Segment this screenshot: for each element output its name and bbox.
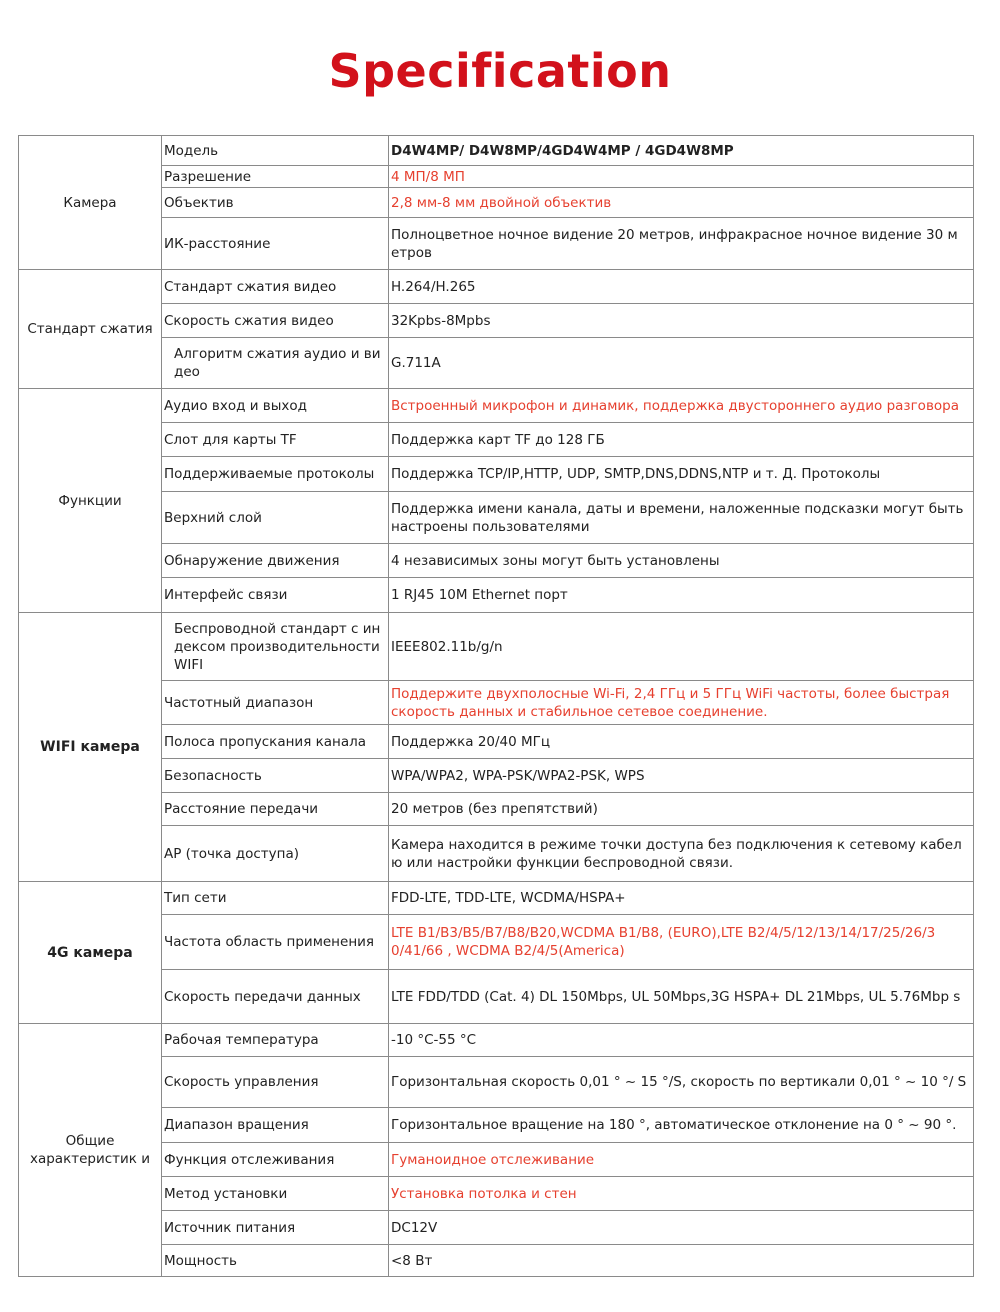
spec-value: -10 °C-55 °C bbox=[389, 1024, 974, 1057]
spec-value: 32Kpbs-8Mpbs bbox=[389, 304, 974, 338]
spec-row bbox=[19, 1245, 974, 1277]
spec-row bbox=[19, 218, 974, 270]
spec-value: 20 метров (без препятствий) bbox=[389, 793, 974, 826]
specification-table bbox=[18, 135, 974, 1277]
spec-value: Поддержка карт TF до 128 ГБ bbox=[389, 423, 974, 457]
spec-row bbox=[19, 1211, 974, 1245]
spec-value: 4 МП/8 МП bbox=[389, 166, 974, 188]
spec-parameter: Разрешение bbox=[162, 166, 389, 188]
spec-parameter: Тип сети bbox=[162, 882, 389, 915]
page-title: Specification bbox=[328, 44, 672, 98]
spec-row bbox=[19, 1143, 974, 1177]
spec-parameter: Обнаружение движения bbox=[162, 544, 389, 578]
spec-row bbox=[19, 613, 974, 681]
spec-value: Гуманоидное отслеживание bbox=[389, 1143, 974, 1177]
spec-value: Камера находится в режиме точки доступа без подключения к сетевому кабел ю или настройки функции беспроводной связи. bbox=[389, 826, 974, 882]
spec-value: LTE B1/B3/B5/B7/B8/B20,WCDMA B1/B8, (EURO),LTE B2/4/5/12/13/14/17/25/26/3 0/41/66 , WCDMA B2/4/5(America) bbox=[389, 915, 974, 970]
spec-parameter: Рабочая температура bbox=[162, 1024, 389, 1057]
spec-value: FDD-LTE, TDD-LTE, WCDMA/HSPA+ bbox=[389, 882, 974, 915]
spec-value: LTE FDD/TDD (Cat. 4) DL 150Mbps, UL 50Mbps,3G HSPA+ DL 21Mbps, UL 5.76Mbp s bbox=[389, 970, 974, 1024]
spec-parameter: Функция отслеживания bbox=[162, 1143, 389, 1177]
spec-value: Встроенный микрофон и динамик, поддержка двустороннего аудио разговора bbox=[389, 389, 974, 423]
spec-row bbox=[19, 136, 974, 166]
spec-parameter: ИК-расстояние bbox=[162, 218, 389, 270]
spec-row bbox=[19, 166, 974, 188]
spec-row bbox=[19, 725, 974, 759]
spec-parameter: Объектив bbox=[162, 188, 389, 218]
spec-value: 1 RJ45 10M Ethernet порт bbox=[389, 578, 974, 613]
spec-parameter: Частота область применения bbox=[162, 915, 389, 970]
spec-parameter: Диапазон вращения bbox=[162, 1108, 389, 1143]
spec-row bbox=[19, 389, 974, 423]
spec-parameter: Верхний слой bbox=[162, 492, 389, 544]
spec-parameter: Источник питания bbox=[162, 1211, 389, 1245]
spec-value: D4W4MP/ D4W8MP/4GD4W4MP / 4GD4W8MP bbox=[389, 136, 974, 166]
spec-row bbox=[19, 882, 974, 915]
spec-parameter: Расстояние передачи bbox=[162, 793, 389, 826]
section-category: Функции bbox=[19, 389, 162, 613]
spec-value: Установка потолка и стен bbox=[389, 1177, 974, 1211]
spec-value: G.711A bbox=[389, 338, 974, 389]
spec-value: DC12V bbox=[389, 1211, 974, 1245]
section-category: Стандарт сжатия bbox=[19, 270, 162, 389]
spec-value: Поддержка TCP/IP,HTTP, UDP, SMTP,DNS,DDNS,NTP и т. Д. Протоколы bbox=[389, 457, 974, 492]
spec-parameter: Мощность bbox=[162, 1245, 389, 1277]
spec-row bbox=[19, 970, 974, 1024]
section-category: WIFI камера bbox=[19, 613, 162, 882]
spec-row bbox=[19, 338, 974, 389]
spec-value: 4 независимых зоны могут быть установлены bbox=[389, 544, 974, 578]
spec-parameter: Скорость передачи данных bbox=[162, 970, 389, 1024]
specification-table-body bbox=[19, 136, 974, 1277]
spec-value: Поддержка 20/40 МГц bbox=[389, 725, 974, 759]
spec-row bbox=[19, 270, 974, 304]
spec-parameter: Слот для карты TF bbox=[162, 423, 389, 457]
spec-parameter: Аудио вход и выход bbox=[162, 389, 389, 423]
spec-value: WPA/WPA2, WPA-PSK/WPA2-PSK, WPS bbox=[389, 759, 974, 793]
spec-value: Поддержка имени канала, даты и времени, наложенные подсказки могут быть настроены пользователями bbox=[389, 492, 974, 544]
section-category: 4G камера bbox=[19, 882, 162, 1024]
spec-row bbox=[19, 681, 974, 725]
spec-value: IEEE802.11b/g/n bbox=[389, 613, 974, 681]
section-category: Камера bbox=[19, 136, 162, 270]
spec-value: H.264/H.265 bbox=[389, 270, 974, 304]
spec-parameter: Метод установки bbox=[162, 1177, 389, 1211]
spec-value: <8 Вт bbox=[389, 1245, 974, 1277]
spec-parameter: Беспроводной стандарт с ин дексом производительности WIFI bbox=[162, 613, 389, 681]
spec-row bbox=[19, 492, 974, 544]
spec-parameter: Поддерживаемые протоколы bbox=[162, 457, 389, 492]
spec-parameter: Скорость сжатия видео bbox=[162, 304, 389, 338]
spec-row bbox=[19, 1177, 974, 1211]
spec-parameter: Скорость управления bbox=[162, 1057, 389, 1108]
spec-parameter: Стандарт сжатия видео bbox=[162, 270, 389, 304]
spec-value: Горизонтальная скорость 0,01 ° ~ 15 °/S, скорость по вертикали 0,01 ° ~ 10 °/ S bbox=[389, 1057, 974, 1108]
spec-parameter: Безопасность bbox=[162, 759, 389, 793]
spec-row bbox=[19, 759, 974, 793]
section-category: Общие характеристик и bbox=[19, 1024, 162, 1277]
spec-parameter: Модель bbox=[162, 136, 389, 166]
spec-parameter: Частотный диапазон bbox=[162, 681, 389, 725]
spec-value: Поддержите двухполосные Wi-Fi, 2,4 ГГц и 5 ГГц WiFi частоты, более быстрая скорость данных и стабильное сетевое соединение. bbox=[389, 681, 974, 725]
spec-row bbox=[19, 188, 974, 218]
spec-row bbox=[19, 578, 974, 613]
spec-parameter: Полоса пропускания канала bbox=[162, 725, 389, 759]
spec-row bbox=[19, 1108, 974, 1143]
spec-row bbox=[19, 1057, 974, 1108]
spec-parameter: Алгоритм сжатия аудио и ви део bbox=[162, 338, 389, 389]
spec-row bbox=[19, 457, 974, 492]
spec-row bbox=[19, 304, 974, 338]
spec-row bbox=[19, 826, 974, 882]
spec-parameter: Интерфейс связи bbox=[162, 578, 389, 613]
spec-value: Полноцветное ночное видение 20 метров, инфракрасное ночное видение 30 м етров bbox=[389, 218, 974, 270]
spec-value: 2,8 мм-8 мм двойной объектив bbox=[389, 188, 974, 218]
spec-row bbox=[19, 793, 974, 826]
spec-row bbox=[19, 1024, 974, 1057]
spec-row bbox=[19, 915, 974, 970]
spec-row bbox=[19, 544, 974, 578]
spec-parameter: AP (точка доступа) bbox=[162, 826, 389, 882]
spec-row bbox=[19, 423, 974, 457]
spec-value: Горизонтальное вращение на 180 °, автоматическое отклонение на 0 ° ~ 90 °. bbox=[389, 1108, 974, 1143]
